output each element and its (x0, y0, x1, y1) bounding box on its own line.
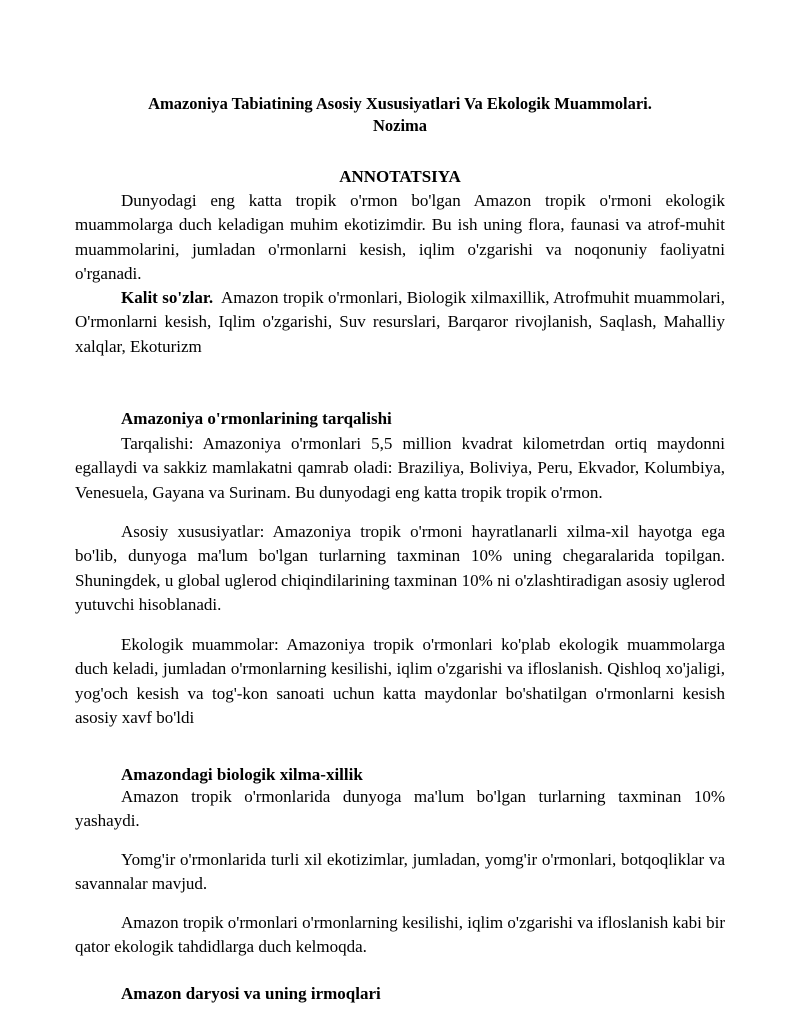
paragraph-ecosystems: Yomg'ir o'rmonlarida turli xil ekotizimlar, jumladan, yomg'ir o'rmonlari, botqoqliklar va savannalar mavjud. (75, 850, 725, 894)
keywords-paragraph (75, 286, 725, 359)
keywords-label: Kalit so'zlar. (121, 288, 214, 307)
document-title: Amazoniya Tabiatining Asosiy Xususiyatlari Va Ekologik Muammolari. (148, 94, 652, 113)
annotation-paragraph: Dunyodagi eng katta tropik o'rmon bo'lgan Amazon tropik o'rmoni ekologik muammolarga duch keladigan muhim ekotizimdir. Bu ish uning flora, faunasi va atrof-muhit muammolarini, jumladan o'rmonlarni kesish, iqlim o'zgarishi va noqonuniy faoliyatni o'rganadi. (75, 191, 725, 283)
author-name: Nozima (372, 116, 428, 135)
keywords-text: Amazon tropik o'rmonlari, Biologik xilmaxillik, Atrofmuhit muammolari, O'rmonlarni kesish, Iqlim o'zgarishi, Suv resurslari, Barqaror rivojlanish, Saqlash, Mahalliy xalqlar, Ekoturizm (75, 288, 725, 356)
paragraph-distribution: Tarqalishi: Amazoniya o'rmonlari 5,5 million kvadrat kilometrdan ortiq maydonni egallaydi va sakkiz mamlakatni qamrab oladi: Braziliya, Boliviya, Peru, Ekvador, Kolumbiya, Venesuela, Gayana va Surinam. Bu dunyodagi eng katta tropik tropik o'rmon. (75, 434, 725, 502)
annotation-heading: ANNOTATSIYA (339, 167, 461, 186)
paragraph-species: Amazon tropik o'rmonlarida dunyoga ma'lum bo'lgan turlarning taxminan 10% yashaydi. (75, 787, 725, 831)
section-heading-biodiversity: Amazondagi biologik xilma-xillik (121, 765, 363, 784)
paragraph-main-features: Asosiy xususiyatlar: Amazoniya tropik o'rmoni hayratlanarli xilma-xil hayotga ega bo'lib, dunyoga ma'lum bo'lgan turlarning taxminan 10% uning chegaralarida topilgan. Shuningdek, u global uglerod chiqindilarining taxminan 10% ni o'zlashtiradigan asosiy uglerod yutuvchi hisoblanadi. (75, 522, 725, 614)
paragraph-ecological-problems: Ekologik muammolar: Amazoniya tropik o'rmonlari ko'plab ekologik muammolarga duch keladi, jumladan o'rmonlarning kesilishi, iqlim o'zgarishi va ifloslanish. Qishloq xo'jaligi, yog'och kesish va tog'-kon sanoati uchun katta maydonlar bo'shatilgan o'rmonlarni kesish asosiy xavf bo'ldi (75, 635, 725, 727)
paragraph-threats: Amazon tropik o'rmonlari o'rmonlarning kesilishi, iqlim o'zgarishi va ifloslanish kabi bir qator ekologik tahdidlarga duch kelmoqda. (75, 913, 725, 957)
section-heading-river: Amazon daryosi va uning irmoqlari (121, 984, 381, 1003)
section-heading-distribution: Amazoniya o'rmonlarining tarqalishi (121, 409, 392, 428)
